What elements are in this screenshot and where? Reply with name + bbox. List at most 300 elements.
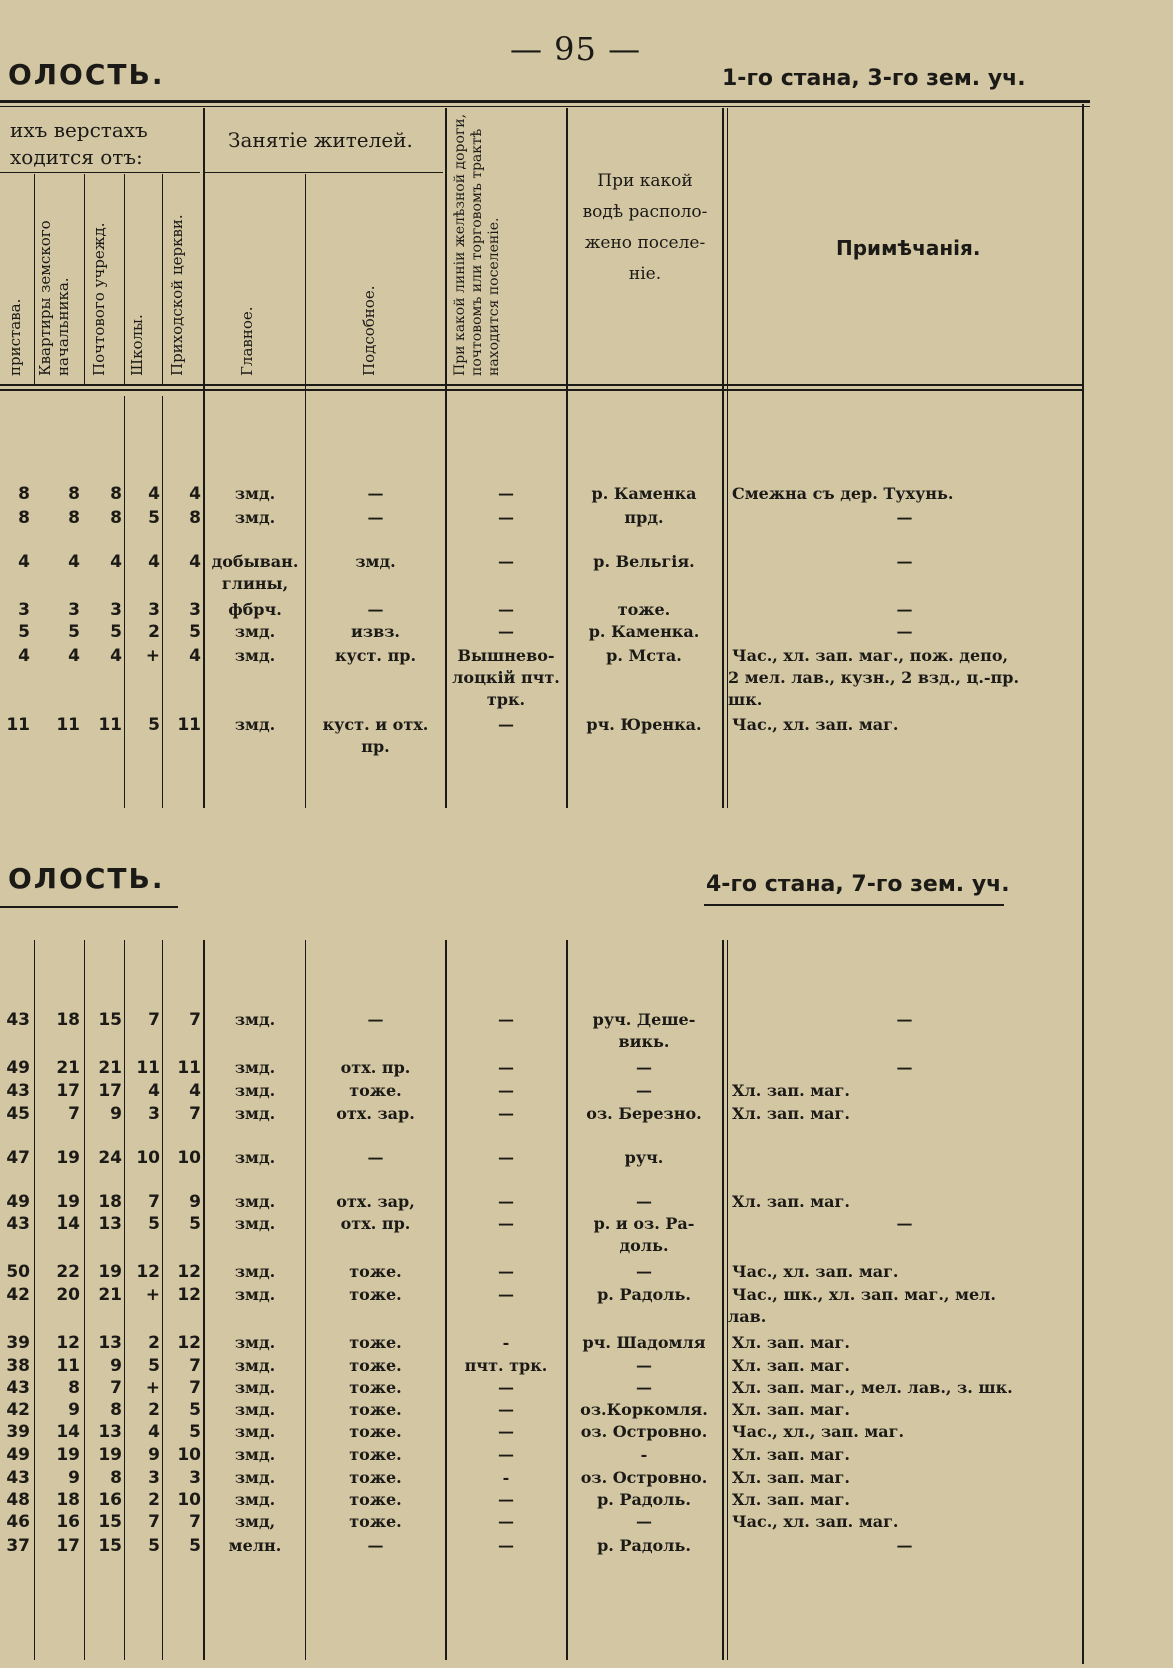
cell-aux: тоже. (349, 1468, 402, 1487)
cell-b: 19 (56, 1445, 80, 1465)
cell-notes: Хл. зап. маг. (732, 1445, 850, 1464)
cell-water: доль. (619, 1236, 669, 1255)
cell-aux: тоже. (349, 1445, 402, 1464)
cell-road: Вышнево- (457, 646, 555, 665)
cell-c: 15 (98, 1512, 122, 1532)
cell-b: 16 (56, 1512, 80, 1532)
cell-water: оз.Коркомля. (580, 1400, 708, 1419)
cell-notes: — (896, 1536, 913, 1555)
cell-main: мелн. (228, 1536, 282, 1555)
cell-road: — (498, 1081, 514, 1100)
cell-water: - (640, 1445, 648, 1464)
cell-b: 19 (56, 1148, 80, 1168)
header-col-notes: Примѣчанія. (836, 236, 981, 260)
cell-aux: — (367, 600, 384, 619)
cell-c: 4 (110, 552, 122, 572)
cell-b: 8 (68, 1378, 80, 1398)
cell-d: 7 (148, 1010, 160, 1030)
header-water-line: жено поселе- (584, 233, 706, 253)
cell-road: — (498, 600, 514, 619)
header-occupation-rule (205, 172, 443, 173)
cell-a: 50 (6, 1262, 30, 1282)
cell-c: 9 (110, 1104, 122, 1124)
cell-water: рч. Юренка. (586, 715, 702, 734)
cell-d: 12 (136, 1262, 160, 1282)
cell-road: — (498, 1512, 514, 1531)
col-divider (34, 174, 35, 386)
cell-aux: тоже. (349, 1262, 402, 1281)
cell-water: руч. (624, 1148, 664, 1167)
cell-road: — (498, 484, 514, 503)
cell-a: 42 (6, 1285, 30, 1305)
section-underline (0, 906, 178, 908)
cell-water: р. и оз. Ра- (593, 1214, 695, 1233)
cell-main: змд. (234, 1445, 276, 1464)
cell-b: 3 (68, 600, 80, 620)
cell-c: 4 (110, 646, 122, 666)
cell-a: 42 (6, 1400, 30, 1420)
cell-water: — (636, 1512, 652, 1531)
cell-e: 12 (177, 1262, 201, 1282)
cell-aux: куст. пр. (334, 646, 417, 665)
cell-e: 12 (177, 1285, 201, 1305)
cell-e: 4 (189, 646, 201, 666)
header-bottom-rule-2 (0, 389, 1082, 391)
table-top-rule-thin (0, 106, 1090, 107)
cell-b: 21 (56, 1058, 80, 1078)
cell-road: — (498, 1285, 514, 1304)
cell-main: змд. (234, 1214, 276, 1233)
cell-b: 4 (68, 552, 80, 572)
table-right-border (1082, 104, 1084, 1664)
col-divider (84, 940, 85, 1660)
cell-aux: — (367, 484, 384, 503)
cell-road: — (498, 1378, 514, 1397)
cell-d: + (145, 646, 160, 666)
header-sub-rule (0, 172, 200, 173)
cell-b: 18 (56, 1490, 80, 1510)
cell-d: 4 (148, 1422, 160, 1442)
cell-main: змд. (234, 1104, 276, 1123)
cell-main: змд. (234, 1262, 276, 1281)
cell-road: — (498, 622, 514, 641)
cell-road: — (498, 1058, 514, 1077)
cell-a: 38 (6, 1356, 30, 1376)
cell-road: — (498, 1536, 514, 1555)
col-divider (722, 108, 724, 808)
cell-notes: — (896, 600, 913, 619)
cell-b: 19 (56, 1192, 80, 1212)
cell-notes: — (896, 622, 913, 641)
cell-notes: Час., хл. зап. маг. (732, 715, 899, 734)
cell-c: 5 (110, 622, 122, 642)
cell-d: 2 (148, 1400, 160, 1420)
cell-water: р. Радоль. (597, 1285, 691, 1304)
header-col-main: Главное. (238, 306, 256, 376)
cell-water: викь. (618, 1032, 670, 1051)
cell-a: 3 (18, 600, 30, 620)
cell-b: 14 (56, 1214, 80, 1234)
cell-c: 7 (110, 1378, 122, 1398)
cell-e: 5 (189, 1422, 201, 1442)
cell-notes: — (896, 552, 913, 571)
cell-b: 18 (56, 1010, 80, 1030)
col-divider (162, 940, 163, 1660)
cell-notes: Час., хл. зап. маг. (732, 1512, 899, 1531)
cell-water: тоже. (617, 600, 671, 619)
cell-d: 2 (148, 622, 160, 642)
cell-main: змд. (234, 1081, 276, 1100)
cell-water: — (636, 1192, 652, 1211)
cell-c: 15 (98, 1010, 122, 1030)
cell-road: — (498, 508, 514, 527)
cell-aux: тоже. (349, 1333, 402, 1352)
cell-a: 37 (6, 1536, 30, 1556)
col-divider (124, 396, 125, 808)
section-title: ОЛОСТЬ. (8, 58, 165, 91)
header-col-pristava: пристава. (6, 298, 24, 376)
cell-notes: Хл. зап. маг., мел. лав., з. шк. (732, 1378, 1013, 1397)
cell-notes: Час., хл., зап. маг. (732, 1422, 905, 1441)
cell-d: 4 (148, 484, 160, 504)
cell-road: — (498, 1490, 514, 1509)
cell-b: 8 (68, 484, 80, 504)
cell-water: — (636, 1356, 652, 1375)
cell-main: добыван. (211, 552, 299, 571)
cell-e: 8 (189, 508, 201, 528)
cell-e: 7 (189, 1010, 201, 1030)
col-divider (305, 174, 306, 808)
cell-notes: лав. (728, 1307, 767, 1326)
cell-water: — (636, 1081, 652, 1100)
cell-main: змд. (234, 1010, 276, 1029)
page-number: — 95 — (510, 30, 642, 68)
cell-main: змд. (234, 622, 276, 641)
cell-a: 46 (6, 1512, 30, 1532)
cell-notes: Хл. зап. маг. (732, 1081, 850, 1100)
cell-main: змд. (234, 1148, 276, 1167)
cell-notes: Час., хл. зап. маг. (732, 1262, 899, 1281)
cell-a: 43 (6, 1214, 30, 1234)
cell-d: 10 (136, 1148, 160, 1168)
cell-b: 9 (68, 1400, 80, 1420)
col-divider (722, 940, 724, 1660)
cell-notes: Хл. зап. маг. (732, 1468, 850, 1487)
cell-a: 4 (18, 646, 30, 666)
header-distance-bottom: ходится отъ: (10, 145, 143, 169)
cell-road: пчт. трк. (464, 1356, 548, 1375)
cell-c: 21 (98, 1285, 122, 1305)
cell-aux: тоже. (349, 1378, 402, 1397)
cell-notes: Час., шк., хл. зап. маг., мел. (732, 1285, 996, 1304)
cell-e: 12 (177, 1333, 201, 1353)
cell-d: 2 (148, 1490, 160, 1510)
cell-d: 11 (136, 1058, 160, 1078)
cell-a: 5 (18, 622, 30, 642)
cell-water: рч. Шадомля (582, 1333, 706, 1352)
district-label: 4-го стана, 7-го зем. уч. (706, 872, 1010, 897)
col-divider (727, 940, 728, 1660)
header-distance-top: ихъ верстахъ (10, 118, 148, 142)
cell-aux: извз. (351, 622, 400, 641)
cell-e: 3 (189, 600, 201, 620)
col-divider (162, 396, 163, 808)
cell-aux: тоже. (349, 1400, 402, 1419)
cell-e: 4 (189, 552, 201, 572)
cell-c: 13 (98, 1214, 122, 1234)
cell-c: 13 (98, 1333, 122, 1353)
cell-main: змд. (234, 508, 276, 527)
cell-main: змд. (234, 1400, 276, 1419)
cell-water: — (636, 1262, 652, 1281)
cell-a: 11 (6, 715, 30, 735)
cell-notes: Хл. зап. маг. (732, 1192, 850, 1211)
cell-a: 49 (6, 1058, 30, 1078)
district-label: 1-го стана, 3-го зем. уч. (722, 66, 1026, 91)
cell-c: 8 (110, 484, 122, 504)
cell-c: 8 (110, 1468, 122, 1488)
cell-b: 17 (56, 1081, 80, 1101)
cell-b: 22 (56, 1262, 80, 1282)
cell-water: р. Каменка. (588, 622, 700, 641)
cell-notes: — (896, 1058, 913, 1077)
cell-road: — (498, 1445, 514, 1464)
cell-aux: отх. пр. (340, 1058, 411, 1077)
cell-aux: куст. и отх. (322, 715, 429, 734)
cell-b: 17 (56, 1536, 80, 1556)
cell-b: 14 (56, 1422, 80, 1442)
cell-e: 5 (189, 622, 201, 642)
col-divider (162, 174, 163, 386)
header-col-pochtovogo: Почтового учрежд. (90, 222, 108, 376)
cell-c: 11 (98, 715, 122, 735)
section-title: ОЛОСТЬ. (8, 862, 165, 895)
cell-aux: тоже. (349, 1422, 402, 1441)
cell-c: 8 (110, 1400, 122, 1420)
cell-e: 7 (189, 1378, 201, 1398)
table-top-rule (0, 100, 1090, 103)
header-col-water (570, 166, 720, 290)
cell-d: 7 (148, 1512, 160, 1532)
cell-aux: — (367, 1148, 384, 1167)
cell-road: — (498, 1148, 514, 1167)
cell-water: оз. Березно. (586, 1104, 702, 1123)
cell-road: — (498, 1422, 514, 1441)
cell-aux: отх. зар, (336, 1192, 415, 1211)
cell-c: 19 (98, 1262, 122, 1282)
cell-main: змд. (234, 646, 276, 665)
cell-c: 21 (98, 1058, 122, 1078)
cell-e: 5 (189, 1536, 201, 1556)
cell-b: 11 (56, 715, 80, 735)
cell-e: 10 (177, 1148, 201, 1168)
cell-main: змд. (234, 1468, 276, 1487)
cell-road: — (498, 715, 514, 734)
cell-c: 24 (98, 1148, 122, 1168)
cell-e: 5 (189, 1214, 201, 1234)
cell-road: — (498, 1104, 514, 1123)
col-divider (124, 174, 125, 386)
cell-notes: 2 мел. лав., кузн., 2 взд., ц.-пр. (728, 668, 1020, 687)
cell-water: р. Радоль. (597, 1490, 691, 1509)
cell-d: 5 (148, 508, 160, 528)
cell-aux: отх. зар. (336, 1104, 415, 1123)
col-divider (203, 940, 205, 1660)
cell-main: змд. (234, 484, 276, 503)
cell-water: руч. Деше- (592, 1010, 696, 1029)
header-col-tserkvi: Приходской церкви. (168, 214, 186, 376)
cell-main: змд. (234, 1356, 276, 1375)
cell-d: 4 (148, 1081, 160, 1101)
cell-a: 48 (6, 1490, 30, 1510)
cell-water: р. Каменка (591, 484, 697, 503)
cell-c: 3 (110, 600, 122, 620)
cell-road: — (498, 1192, 514, 1211)
cell-d: + (145, 1285, 160, 1305)
col-divider (203, 108, 205, 808)
cell-b: 12 (56, 1333, 80, 1353)
cell-d: 3 (148, 600, 160, 620)
col-divider (34, 940, 35, 1660)
cell-main: змд. (234, 1192, 276, 1211)
cell-notes: — (896, 1214, 913, 1233)
cell-e: 11 (177, 1058, 201, 1078)
col-divider (305, 940, 306, 1660)
cell-d: 3 (148, 1468, 160, 1488)
cell-notes: Хл. зап. маг. (732, 1333, 850, 1352)
cell-notes: шк. (728, 690, 763, 709)
cell-a: 39 (6, 1422, 30, 1442)
cell-d: 9 (148, 1445, 160, 1465)
cell-d: 2 (148, 1333, 160, 1353)
cell-e: 7 (189, 1104, 201, 1124)
cell-b: 4 (68, 646, 80, 666)
cell-c: 9 (110, 1356, 122, 1376)
cell-b: 11 (56, 1356, 80, 1376)
cell-aux: змд. (355, 552, 396, 571)
header-water-line: При какой (597, 171, 693, 191)
header-col-kvartiry: Квартиры земского начальника. (36, 220, 72, 376)
cell-notes: — (896, 1010, 913, 1029)
cell-aux: — (367, 1536, 384, 1555)
cell-b: 5 (68, 622, 80, 642)
cell-road: - (502, 1333, 510, 1352)
cell-road: — (498, 1010, 514, 1029)
cell-e: 9 (189, 1192, 201, 1212)
cell-c: 16 (98, 1490, 122, 1510)
district-underline (704, 904, 1004, 906)
header-col-road: При какой линіи желѣзной дороги, почтовомъ или торговомъ трактѣ находится поселеніе. (452, 113, 502, 376)
cell-d: 3 (148, 1104, 160, 1124)
cell-e: 5 (189, 1400, 201, 1420)
header-water-line: водѣ располо- (582, 202, 708, 222)
cell-main: змд. (234, 1285, 276, 1304)
cell-d: 5 (148, 1356, 160, 1376)
cell-a: 43 (6, 1010, 30, 1030)
cell-main: глины, (221, 574, 289, 593)
cell-a: 45 (6, 1104, 30, 1124)
cell-a: 8 (18, 484, 30, 504)
cell-b: 7 (68, 1104, 80, 1124)
cell-notes: Хл. зап. маг. (732, 1400, 850, 1419)
cell-a: 43 (6, 1468, 30, 1488)
cell-notes: Час., хл. зап. маг., пож. депо, (732, 646, 1009, 665)
cell-water: р. Вельгія. (593, 552, 695, 571)
cell-road: — (498, 1400, 514, 1419)
cell-c: 13 (98, 1422, 122, 1442)
cell-main: змд. (234, 1422, 276, 1441)
cell-aux: — (367, 1010, 384, 1029)
cell-road: трк. (486, 690, 526, 709)
cell-a: 43 (6, 1081, 30, 1101)
cell-c: 18 (98, 1192, 122, 1212)
cell-e: 7 (189, 1512, 201, 1532)
cell-aux: тоже. (349, 1490, 402, 1509)
cell-a: 43 (6, 1378, 30, 1398)
cell-aux: тоже. (349, 1081, 402, 1100)
cell-notes: — (896, 508, 913, 527)
col-divider (124, 940, 125, 1660)
cell-a: 47 (6, 1148, 30, 1168)
cell-aux: тоже. (349, 1512, 402, 1531)
cell-water: прд. (624, 508, 664, 527)
cell-d: 5 (148, 715, 160, 735)
cell-main: змд. (234, 1058, 276, 1077)
cell-e: 11 (177, 715, 201, 735)
header-occupation: Занятіе жителей. (228, 128, 413, 152)
cell-notes: Смежна съ дер. Тухунь. (732, 484, 954, 503)
cell-e: 4 (189, 484, 201, 504)
cell-c: 8 (110, 508, 122, 528)
cell-d: 5 (148, 1536, 160, 1556)
cell-main: змд. (234, 1490, 276, 1509)
cell-water: р. Мста. (606, 646, 682, 665)
cell-e: 3 (189, 1468, 201, 1488)
cell-aux: пр. (361, 737, 390, 756)
cell-water: — (636, 1058, 652, 1077)
cell-water: р. Радоль. (597, 1536, 691, 1555)
cell-e: 10 (177, 1445, 201, 1465)
cell-c: 15 (98, 1536, 122, 1556)
cell-b: 20 (56, 1285, 80, 1305)
cell-a: 49 (6, 1445, 30, 1465)
cell-water: — (636, 1378, 652, 1397)
cell-b: 8 (68, 508, 80, 528)
cell-road: — (498, 552, 514, 571)
cell-a: 4 (18, 552, 30, 572)
cell-d: 4 (148, 552, 160, 572)
cell-road: лоцкій пчт. (452, 668, 560, 687)
header-water-line: ніе. (628, 264, 662, 284)
cell-notes: Хл. зап. маг. (732, 1490, 850, 1509)
col-divider (566, 108, 568, 808)
cell-d: 5 (148, 1214, 160, 1234)
cell-c: 19 (98, 1445, 122, 1465)
cell-e: 10 (177, 1490, 201, 1510)
cell-road: — (498, 1262, 514, 1281)
cell-water: оз. Островно. (580, 1468, 708, 1487)
col-divider (84, 174, 85, 386)
cell-road: - (502, 1468, 510, 1487)
cell-main: змд. (234, 715, 276, 734)
cell-c: 17 (98, 1081, 122, 1101)
cell-aux: тоже. (349, 1356, 402, 1375)
header-col-aux: Подсобное. (360, 285, 378, 376)
cell-a: 49 (6, 1192, 30, 1212)
cell-aux: тоже. (349, 1285, 402, 1304)
cell-road: — (498, 1214, 514, 1233)
cell-e: 4 (189, 1081, 201, 1101)
